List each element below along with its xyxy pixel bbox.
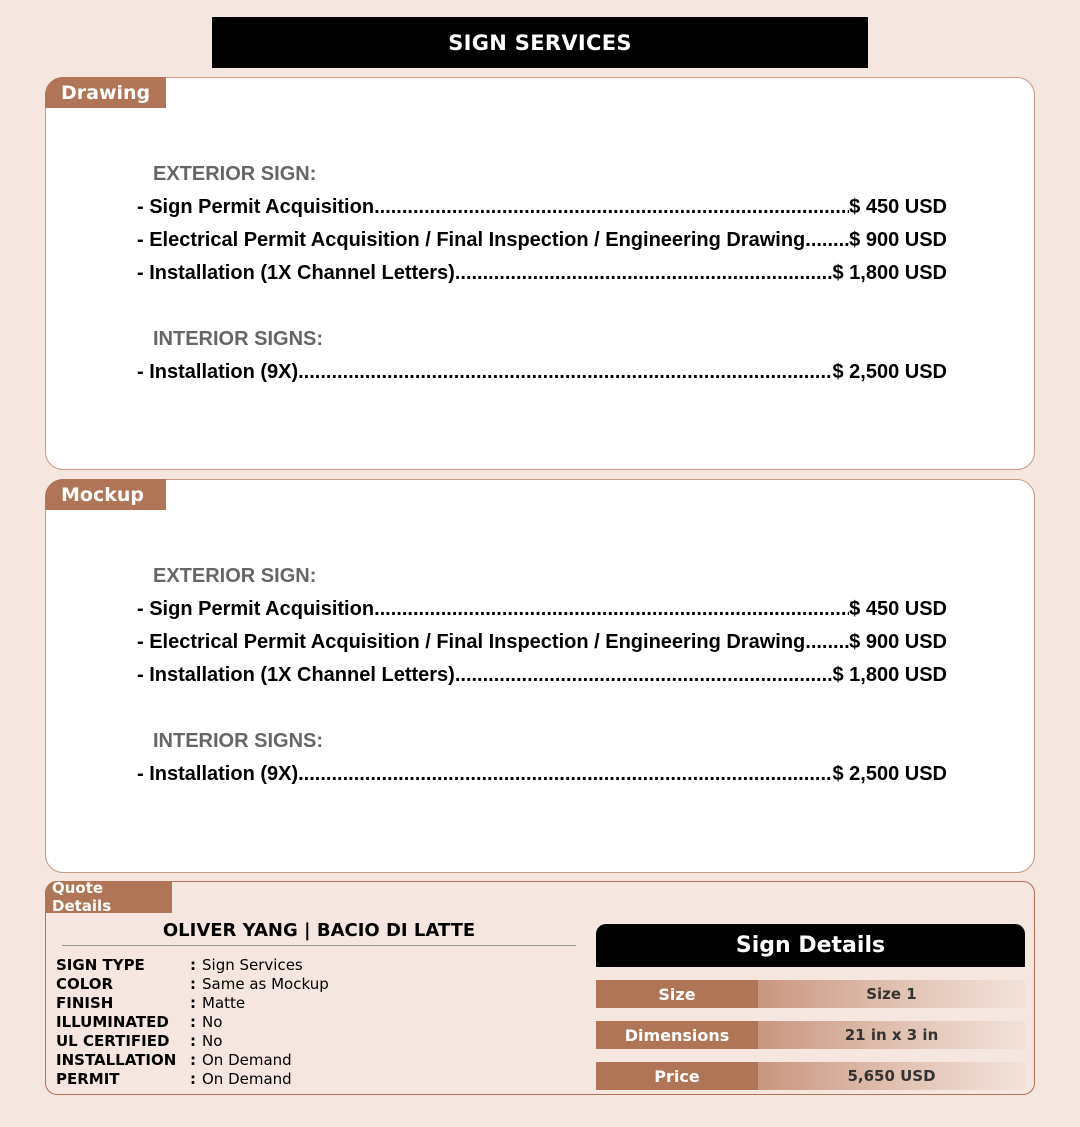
spec-value: No	[202, 1032, 223, 1050]
spec-list	[56, 956, 329, 1089]
spec-row: INSTALLATION : On Demand	[56, 1051, 292, 1069]
sign-detail-value: 21 in x 3 in	[758, 1021, 1025, 1049]
page-title: SIGN SERVICES	[212, 17, 868, 68]
mockup-tab: Mockup	[45, 479, 166, 510]
spec-row: UL CERTIFIED : No	[56, 1032, 223, 1050]
service-price: $ 1,800 USD	[832, 262, 947, 284]
spec-value: Same as Mockup	[202, 975, 329, 993]
sign-detail-label: Size	[596, 980, 758, 1008]
spec-row: PERMIT : On Demand	[56, 1070, 292, 1088]
service-line	[137, 758, 947, 791]
service-price: $ 900 USD	[849, 229, 947, 251]
service-name: - Electrical Permit Acquisition / Final Inspection / Engineering Drawing	[137, 229, 806, 251]
sign-details-table	[596, 924, 1025, 1090]
spec-row: COLOR : Same as Mockup	[56, 975, 329, 993]
leader-dots	[805, 626, 849, 659]
leader-dots	[374, 191, 849, 224]
client-name: OLIVER YANG | BACIO DI LATTE	[62, 920, 576, 946]
sign-detail-label: Price	[596, 1062, 758, 1090]
service-price: $ 2,500 USD	[832, 763, 947, 785]
service-line	[137, 356, 947, 389]
spec-key: PERMIT	[56, 1070, 120, 1088]
spec-key: SIGN TYPE	[56, 956, 145, 974]
quote-details-tab: Quote Details	[45, 881, 172, 913]
spec-value: No	[202, 1013, 223, 1031]
service-line	[137, 224, 947, 257]
spec-row: SIGN TYPE : Sign Services	[56, 956, 303, 974]
service-name: - Installation (1X Channel Letters)	[137, 262, 455, 284]
service-price: $ 450 USD	[849, 196, 947, 218]
exterior-heading: EXTERIOR SIGN:	[153, 163, 317, 185]
service-price: $ 450 USD	[849, 598, 947, 620]
spec-value: On Demand	[202, 1070, 292, 1088]
spec-key: COLOR	[56, 975, 114, 993]
spec-row: ILLUMINATED : No	[56, 1013, 223, 1031]
service-price: $ 2,500 USD	[832, 361, 947, 383]
sign-detail-value: Size 1	[758, 980, 1025, 1008]
sign-detail-row	[596, 1062, 1025, 1090]
mockup-panel	[45, 479, 1035, 873]
service-name: - Installation (9X)	[137, 361, 299, 383]
service-line	[137, 593, 947, 626]
service-name: - Installation (1X Channel Letters)	[137, 664, 455, 686]
leader-dots	[298, 758, 832, 791]
interior-heading: INTERIOR SIGNS:	[153, 730, 324, 752]
service-line	[137, 257, 947, 290]
drawing-panel	[45, 77, 1035, 470]
leader-dots	[805, 224, 849, 257]
spec-key: UL CERTIFIED	[56, 1032, 170, 1050]
spec-value: Matte	[202, 994, 246, 1012]
service-line	[137, 659, 947, 692]
spec-key: FINISH	[56, 994, 114, 1012]
service-price: $ 1,800 USD	[832, 664, 947, 686]
quote-details-panel	[45, 881, 1035, 1095]
leader-dots	[298, 356, 832, 389]
spec-key: ILLUMINATED	[56, 1013, 169, 1031]
service-line	[137, 191, 947, 224]
sign-detail-value: 5,650 USD	[758, 1062, 1025, 1090]
leader-dots	[374, 593, 849, 626]
spec-row: FINISH : Matte	[56, 994, 246, 1012]
service-line	[137, 626, 947, 659]
spec-value: Sign Services	[202, 956, 303, 974]
service-name: - Installation (9X)	[137, 763, 299, 785]
service-name: - Sign Permit Acquisition	[137, 196, 375, 218]
spec-value: On Demand	[202, 1051, 292, 1069]
exterior-heading: EXTERIOR SIGN:	[153, 565, 317, 587]
service-name: - Sign Permit Acquisition	[137, 598, 375, 620]
leader-dots	[455, 659, 833, 692]
sign-details-header: Sign Details	[596, 924, 1025, 967]
service-price: $ 900 USD	[849, 631, 947, 653]
sign-detail-row	[596, 980, 1025, 1008]
service-name: - Electrical Permit Acquisition / Final Inspection / Engineering Drawing	[137, 631, 806, 653]
drawing-tab: Drawing	[45, 77, 166, 108]
spec-key: INSTALLATION	[56, 1051, 177, 1069]
sign-detail-row	[596, 1021, 1025, 1049]
leader-dots	[455, 257, 833, 290]
interior-heading: INTERIOR SIGNS:	[153, 328, 324, 350]
sign-detail-label: Dimensions	[596, 1021, 758, 1049]
